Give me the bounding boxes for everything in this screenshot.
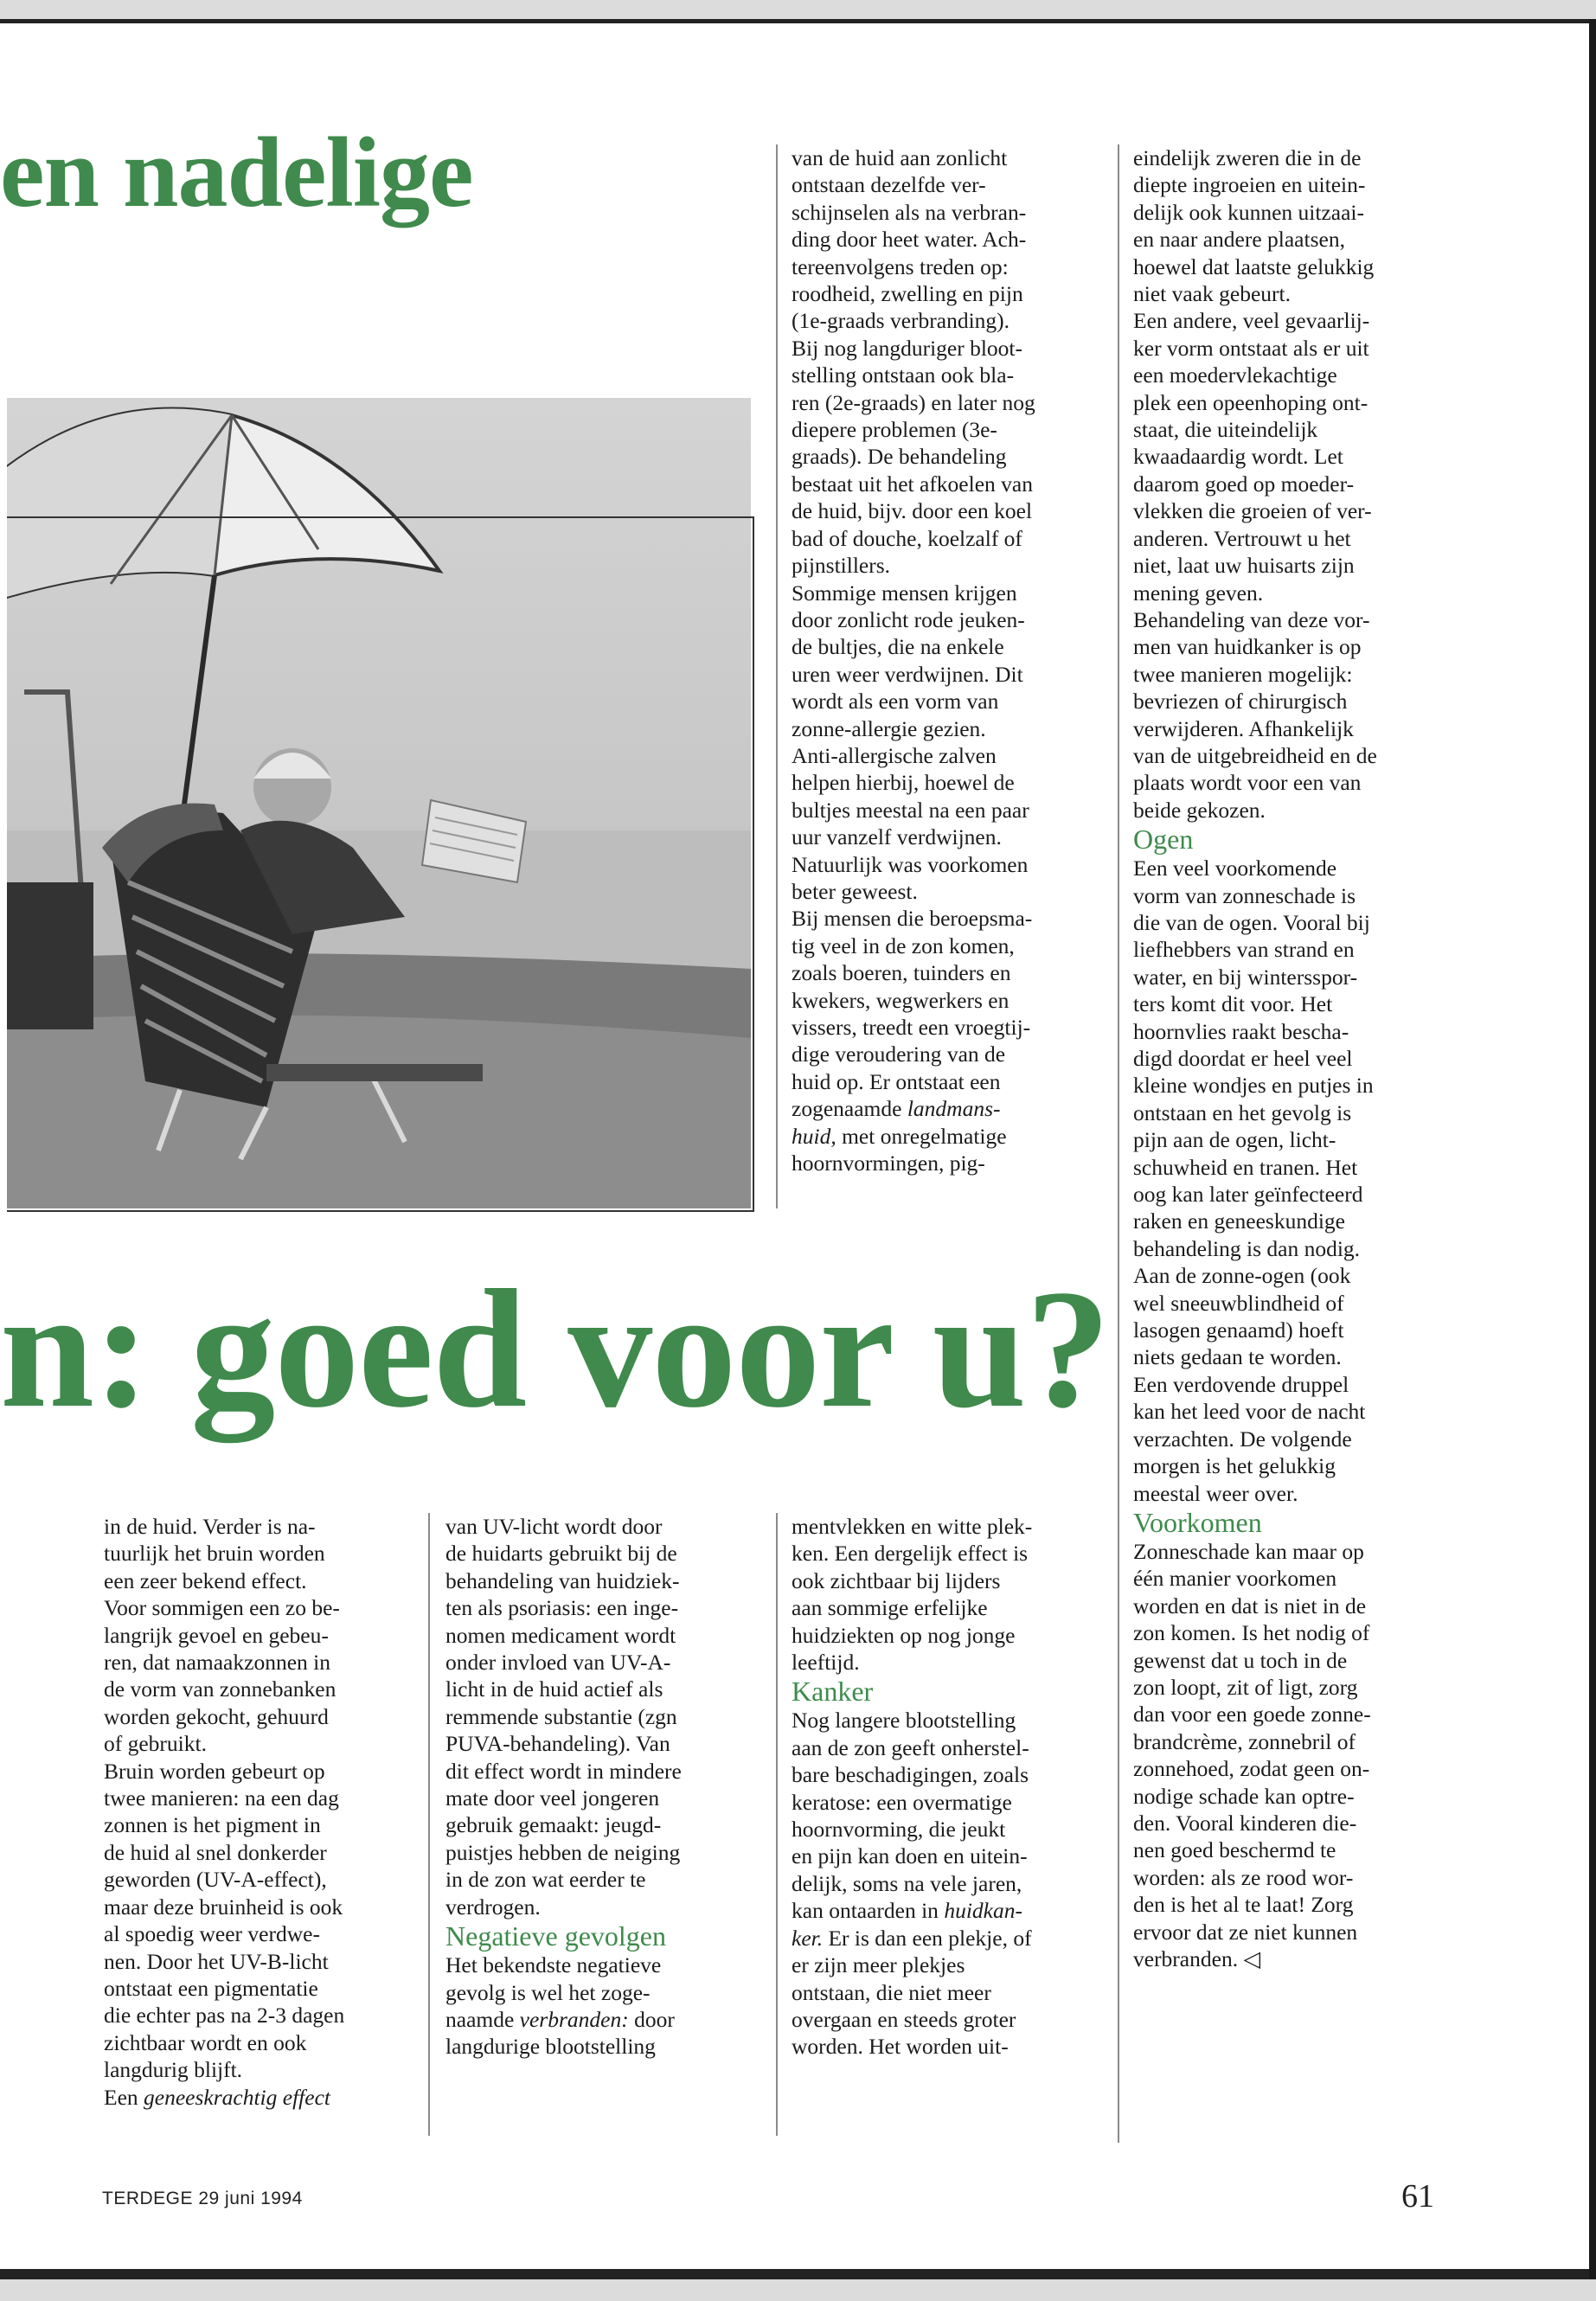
column-2 (445, 1513, 757, 2061)
text-line: nodige schade kan optre- (1133, 1783, 1355, 1809)
text-line: anderen. Vertrouwt u het (1133, 525, 1351, 551)
text-line: behandeling van huidziek- (445, 1567, 680, 1593)
text-line: PUVA-behandeling). Van (445, 1731, 670, 1757)
footer-publication: TERDEGE 29 juni 1994 (102, 2189, 303, 2208)
text-line: brandcrème, zonnebril of (1133, 1728, 1356, 1754)
text-line: leeftijd. (792, 1650, 860, 1676)
text-line: helpen hierbij, hoewel de (792, 770, 1015, 796)
text-span: door (628, 2006, 675, 2032)
text-line: aan de zon geeft onherstel- (792, 1734, 1029, 1760)
text-line: oog kan later geïnfecteerd (1133, 1182, 1363, 1208)
text-line: tuurlijk het bruin worden (104, 1541, 325, 1567)
text-line: de vorm van zonnebanken (104, 1676, 337, 1702)
beach-photo (7, 398, 751, 1208)
text-line: die echter pas na 2-3 dagen (104, 2003, 345, 2029)
text-line: geworden (UV-A-effect), (104, 1867, 327, 1893)
text-line (445, 2006, 757, 2033)
text-line: beter geweest. (792, 878, 918, 904)
text-line: ook zichtbaar bij lijders (792, 1567, 1001, 1593)
text-line: niet, laat uw huisarts zijn (1133, 553, 1355, 579)
text-line: remmende substantie (zgn (445, 1703, 677, 1729)
column-3-top (792, 144, 1103, 1176)
text-span: Er is dan een plekje, of (823, 1925, 1032, 1951)
text-line: verbranden. ◁ (1133, 1946, 1261, 1971)
text-line: den is het al te laat! Zorg (1133, 1892, 1354, 1918)
text-line: plek een opeenhoping ont- (1133, 389, 1368, 415)
text-line: langrijk gevoel en gebeu- (104, 1622, 329, 1648)
text-line: tig veel in de zon komen, (792, 933, 1015, 958)
column-3-bottom (792, 1513, 1103, 2061)
text-line: huidziekten op nog jonge (792, 1622, 1016, 1648)
italic-term: verbranden: (519, 2006, 629, 2032)
text-line: die van de ogen. Vooral bij (1133, 909, 1370, 935)
text-line: van UV-licht wordt door (445, 1514, 663, 1539)
text-line: ren, dat namaakzonnen in (104, 1650, 330, 1676)
text-line: schuwheid en tranen. Het (1133, 1154, 1358, 1180)
text-line: ontstaan en het gevolg is (1133, 1099, 1352, 1125)
text-line: hoornvorming, die jeukt (792, 1817, 1006, 1843)
text-line: en pijn kan doen en uitein- (792, 1843, 1028, 1869)
text-line: door zonlicht rode jeuken- (792, 606, 1025, 632)
text-line: ontstaan dezelfde ver- (792, 172, 986, 198)
text-line: morgen is het gelukkig (1133, 1453, 1336, 1479)
text-line: wel sneeuwblindheid of (1133, 1290, 1344, 1316)
text-line (792, 1897, 1103, 1924)
text-line: in de huid. Verder is na- (104, 1514, 316, 1539)
text-line (792, 1925, 1103, 1952)
text-line: een zeer bekend effect. (104, 1567, 307, 1593)
text-line: de huid, bijv. door een koel (792, 498, 1033, 524)
section-heading-voorkomen: Voorkomen (1133, 1506, 1262, 1538)
text-span: Een (104, 2084, 144, 2110)
text-line: roodheid, zwelling en pijn (792, 281, 1023, 307)
text-line: langdurig blijft. (104, 2057, 243, 2083)
italic-term: huidkan- (944, 1898, 1022, 1924)
text-line: zichtbaar wordt en ook (104, 2029, 307, 2055)
text-line: ken. Een dergelijk effect is (792, 1541, 1029, 1567)
text-line: onder invloed van UV-A- (445, 1650, 671, 1676)
text-line: hoornvormingen, pig- (792, 1150, 985, 1176)
column-1 (104, 1513, 398, 2111)
column-4 (1133, 144, 1462, 1972)
text-line: kwaadaardig wordt. Let (1133, 444, 1343, 470)
text-span: zogenaamde (792, 1096, 907, 1122)
page-number: 61 (1401, 2178, 1434, 2214)
column-rule (776, 1513, 778, 2136)
text-line: nomen medicament wordt (445, 1622, 676, 1648)
text-line: Bruin worden gebeurt op (104, 1758, 325, 1784)
text-line: Aan de zonne-ogen (ook (1133, 1263, 1351, 1289)
text-line: licht in de huid actief als (445, 1676, 663, 1702)
text-line: gewenst dat u toch in de (1133, 1647, 1348, 1673)
text-line: pijnstillers. (792, 553, 891, 579)
text-line: eindelijk zweren die in de (1133, 145, 1362, 170)
text-line: lasogen genaamd) hoeft (1133, 1317, 1344, 1343)
text-line: overgaan en steeds groter (792, 2006, 1016, 2032)
text-line: uren weer verdwijnen. Dit (792, 661, 1023, 687)
text-span: met onregelmatige (836, 1123, 1007, 1149)
text-line: ker vorm ontstaat als er uit (1133, 335, 1369, 361)
text-line: maar deze bruinheid is ook (104, 1894, 343, 1920)
text-line: delijk, soms na vele jaren, (792, 1870, 1022, 1896)
text-line: Bij nog langduriger bloot- (792, 335, 1023, 361)
text-line: Een verdovende druppel (1133, 1371, 1349, 1397)
text-line: water, en bij wintersspor- (1133, 964, 1358, 990)
text-line: Zonneschade kan maar op (1133, 1538, 1364, 1564)
text-line: bevriezen of chirurgisch (1133, 689, 1348, 715)
text-line: liefhebbers van strand en (1133, 937, 1355, 963)
text-line: mening geven. (1133, 580, 1264, 606)
text-line: delijk ook kunnen uitzaai- (1133, 199, 1364, 225)
text-line: bultjes meestal na een paar (792, 797, 1029, 823)
beach-photo-illustration (7, 398, 751, 1208)
text-line: kan het leed voor de nacht (1133, 1399, 1366, 1425)
text-line: worden gekocht, gehuurd (104, 1703, 329, 1729)
text-line: Voor sommigen een zo be- (104, 1595, 340, 1621)
text-line: plaats wordt voor een van (1133, 770, 1362, 796)
text-line: er zijn meer plekjes (792, 1952, 965, 1978)
text-line: Anti-allergische zalven (792, 742, 997, 768)
text-line: graads). De behandeling (792, 444, 1007, 470)
text-line: de huid al snel donkerder (104, 1839, 327, 1865)
text-line: wordt als een vorm van (792, 689, 999, 715)
text-line: Nog langere blootstelling (792, 1708, 1016, 1734)
text-line: beide gekozen. (1133, 797, 1266, 823)
text-line: meestal weer over. (1133, 1480, 1298, 1506)
text-line: verzachten. De volgende (1133, 1426, 1352, 1452)
text-line: langdurige blootstelling (445, 2034, 656, 2060)
text-line (104, 2084, 398, 2111)
text-line: puistjes hebben de neiging (445, 1839, 681, 1865)
text-line: verwijderen. Afhankelijk (1133, 715, 1354, 741)
section-heading-negatieve-gevolgen: Negatieve gevolgen (445, 1920, 666, 1952)
text-line: van de huid aan zonlicht (792, 145, 1008, 170)
text-line: mate door veel jongeren (445, 1785, 660, 1811)
text-line: en naar andere plaatsen, (1133, 227, 1345, 253)
text-line: uur vanzelf verdwijnen. (792, 824, 1002, 850)
text-line: nen goed beschermd te (1133, 1837, 1336, 1863)
text-line: ding door heet water. Ach- (792, 227, 1027, 253)
text-line: bare beschadigingen, zoals (792, 1762, 1029, 1788)
text-line: zonnehoed, zodat geen on- (1133, 1756, 1370, 1782)
text-line: vorm van zonneschade is (1133, 882, 1356, 908)
text-line: worden. Het worden uit- (792, 2034, 1009, 2060)
text-line: ters komt dit voor. Het (1133, 991, 1333, 1017)
text-line: pijn aan de ogen, licht- (1133, 1127, 1336, 1153)
text-line: Een andere, veel gevaarlij- (1133, 308, 1370, 334)
page-edge (1589, 19, 1596, 2279)
text-span: kan ontaarden in (792, 1898, 945, 1924)
text-line: daarom goed op moeder- (1133, 471, 1355, 497)
text-line: men van huidkanker is op (1133, 634, 1362, 660)
text-line: dige veroudering van de (792, 1042, 1006, 1067)
text-line: ontstaan, die niet meer (792, 1979, 991, 2005)
text-line: worden: als ze rood wor- (1133, 1864, 1354, 1890)
text-line: de bultjes, die na enkele (792, 634, 1004, 660)
text-line: twee manieren: na een dag (104, 1785, 339, 1811)
text-line: behandeling is dan nodig. (1133, 1235, 1361, 1261)
text-line: de huidarts gebruikt bij de (445, 1541, 677, 1567)
text-line: niet vaak gebeurt. (1133, 281, 1291, 307)
headline-top: en nadelige (0, 118, 473, 228)
text-line: hoewel dat laatste gelukkig (1133, 253, 1375, 279)
column-rule (1118, 144, 1119, 2143)
text-line: Behandeling van deze vor- (1133, 606, 1370, 632)
text-line: ren (2e-graads) en later nog (792, 389, 1035, 415)
text-line: vissers, treedt een vroegtij- (792, 1015, 1031, 1040)
text-line: diepere problemen (3e- (792, 417, 997, 443)
text-line: dan voor een goede zonne- (1133, 1702, 1371, 1727)
text-span: naamde (445, 2006, 520, 2032)
text-line: digd doordat er heel veel (1133, 1046, 1353, 1071)
headline-bottom: n: goed voor u? (0, 1255, 1110, 1443)
text-line: zonnen is het pigment in (104, 1812, 321, 1838)
text-line: stelling ontstaan ook bla- (792, 362, 1015, 388)
italic-term: ker. (792, 1925, 824, 1951)
text-line: keratose: een overmatige (792, 1789, 1012, 1815)
column-rule (776, 144, 778, 1208)
text-line: een moedervlekachtige (1133, 362, 1337, 388)
text-line: niets gedaan te worden. (1133, 1344, 1342, 1370)
text-line: Natuurlijk was voorkomen (792, 851, 1029, 877)
text-line: ten als psoriasis: een inge- (445, 1595, 679, 1621)
text-line: al spoedig weer verdwe- (104, 1921, 320, 1947)
text-line: bad of douche, koelzalf of (792, 525, 1022, 551)
text-line (792, 1095, 1103, 1122)
text-line: diepte ingroeien en uitein- (1133, 172, 1366, 198)
text-line: Een veel voorkomende (1133, 856, 1337, 881)
text-line: gevolg is wel het zoge- (445, 1979, 651, 2005)
text-line: staat, die uiteindelijk (1133, 417, 1318, 443)
text-line: of gebruikt. (104, 1731, 207, 1757)
text-line: van de uitgebreidheid en de (1133, 742, 1377, 768)
text-line: tereenvolgens treden op: (792, 253, 1009, 279)
text-line: Sommige mensen krijgen (792, 580, 1017, 606)
text-line: kwekers, wegwerkers en (792, 987, 1010, 1013)
text-line: raken en geneeskundige (1133, 1208, 1345, 1234)
text-line: verdrogen. (445, 1894, 541, 1920)
text-line: vlekken die groeien of ver- (1133, 498, 1372, 524)
text-line: ontstaat een pigmentatie (104, 1975, 318, 2001)
text-line: schijnselen als na verbran- (792, 199, 1027, 225)
section-heading-ogen: Ogen (1133, 824, 1194, 856)
magazine-page (0, 19, 1589, 2279)
text-line: zon komen. Is het nodig of (1133, 1620, 1370, 1646)
text-line: bestaat uit het afkoelen van (792, 471, 1033, 497)
text-line: zonne-allergie gezien. (792, 715, 986, 741)
section-heading-kanker: Kanker (792, 1676, 874, 1708)
text-line: gebruik gemaakt: jeugd- (445, 1812, 662, 1838)
text-line: aan sommige erfelijke (792, 1595, 988, 1621)
italic-term: huid, (792, 1123, 836, 1149)
text-line: zoals boeren, tuinders en (792, 960, 1011, 986)
text-line: dit effect wordt in mindere (445, 1758, 682, 1784)
text-line: kleine wondjes en putjes in (1133, 1073, 1374, 1099)
text-line: Het bekendste negatieve (445, 1952, 662, 1978)
text-line: worden en dat is niet in de (1133, 1593, 1367, 1618)
text-line: hoornvlies raakt bescha- (1133, 1018, 1349, 1044)
text-line (792, 1123, 1103, 1150)
text-line: huid op. Er ontstaat een (792, 1068, 1001, 1094)
italic-term: landmans- (907, 1096, 1001, 1122)
text-line: Bij mensen die beroepsma- (792, 906, 1033, 932)
italic-term: geneeskrachtig effect (144, 2084, 330, 2110)
text-line: den. Vooral kinderen die- (1133, 1810, 1357, 1836)
text-line: zon loopt, zit of ligt, zorg (1133, 1674, 1358, 1700)
text-line: één manier voorkomen (1133, 1566, 1337, 1592)
text-line: in de zon wat eerder te (445, 1867, 646, 1893)
text-line: mentvlekken en witte plek- (792, 1514, 1033, 1539)
text-line: twee manieren mogelijk: (1133, 661, 1353, 687)
column-rule (428, 1513, 430, 2136)
text-line: ervoor dat ze niet kunnen (1133, 1919, 1358, 1945)
text-line: nen. Door het UV-B-licht (104, 1948, 329, 1974)
text-line: (1e-graads verbranding). (792, 308, 1010, 334)
